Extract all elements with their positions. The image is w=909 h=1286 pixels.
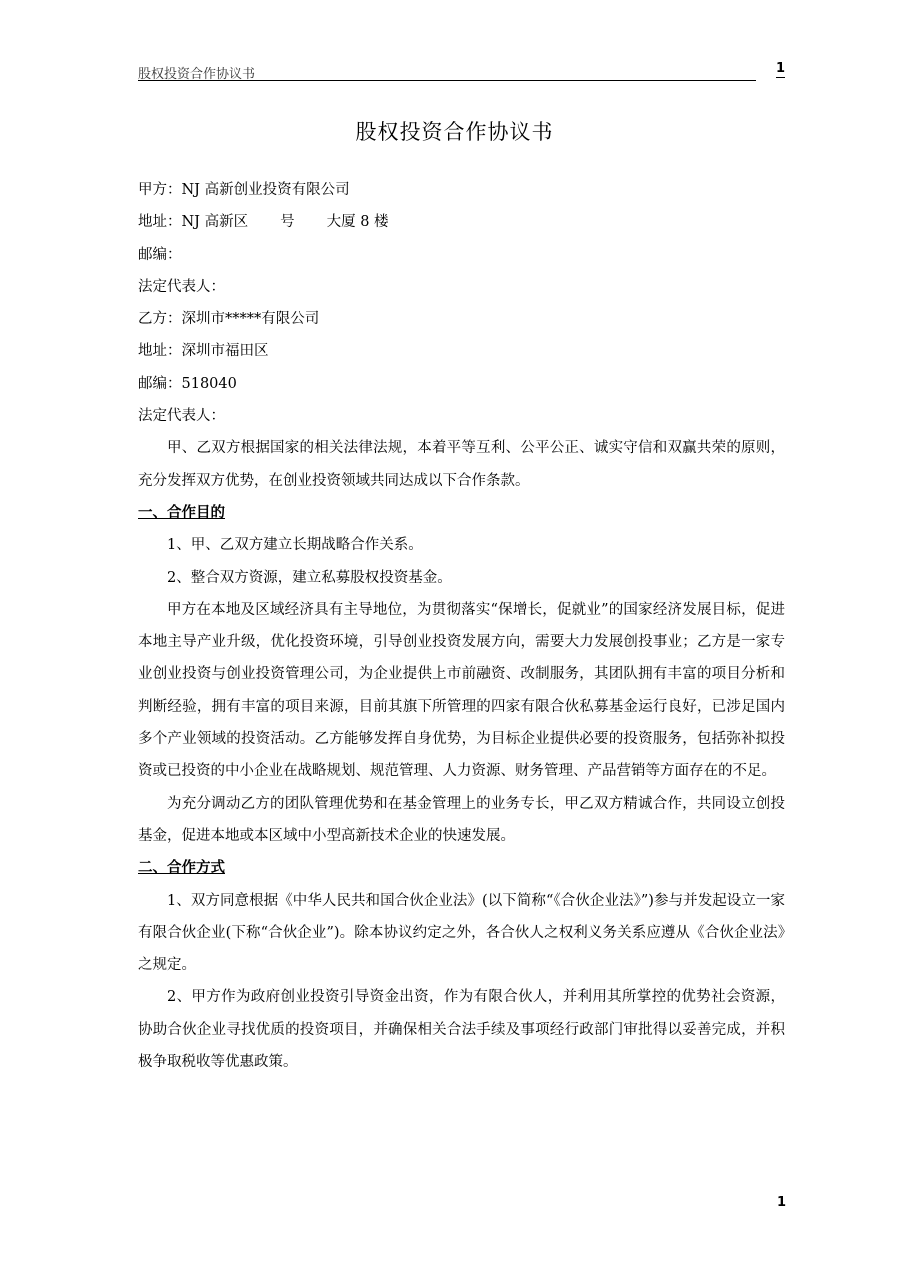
method-paragraph-1: 1、双方同意根据《中华人民共和国合伙企业法》(以下简称“《合伙企业法》”)参与并发起设立一家有限合伙企业(下称“合伙企业”)。除本协议约定之外，各合伙人之权利义务关系应遵从《合伙企业法》之规定。: [138, 892, 785, 974]
party-a-address-part3: 大厦 8 楼: [326, 214, 389, 231]
party-b-name: 乙方：深圳市*****有限公司: [138, 311, 320, 328]
purpose-paragraph-2: 为充分调动乙方的团队管理优势和在基金管理上的业务专长，甲乙双方精诚合作，共同设立创投基金，促进本地或本区域中小型高新技术企业的快速发展。: [138, 795, 785, 844]
header-page-number: 1: [776, 61, 786, 76]
party-b-postcode: 邮编：518040: [138, 375, 237, 392]
preamble-paragraph: 甲、乙双方根据国家的相关法律法规，本着平等互利、公平公正、诚实守信和双赢共荣的原则，充分发挥双方优势，在创业投资领域共同达成以下合作条款。: [138, 440, 785, 489]
header-rule: [138, 80, 756, 81]
section-heading-method: 二、合作方式: [138, 860, 225, 877]
party-a-name: 甲方：NJ 高新创业投资有限公司: [138, 182, 350, 198]
party-a-address: [138, 206, 785, 238]
party-b-address: 地址：深圳市福田区: [138, 343, 269, 360]
document-body: [138, 174, 785, 1078]
purpose-item-1: 1、甲、乙双方建立长期战略合作关系。: [167, 537, 423, 554]
purpose-item-2: 2、整合双方资源，建立私募股权投资基金。: [167, 569, 452, 586]
purpose-paragraph-1: 甲方在本地及区域经济具有主导地位，为贯彻落实“保增长，促就业”的国家经济发展目标，促进本地主导产业升级，优化投资环境，引导创业投资发展方向，需要大力发展创投事业；乙方是一家专业创业投资与创业投资管理公司，为企业提供上市前融资、改制服务，其团队拥有丰富的项目分析和判断经验，拥有丰富的项目来源，目前其旗下所管理的四家有限合伙私募基金运行良好，已涉足国内多个产业领域的投资活动。乙方能够发挥自身优势，为目标企业提供必要的投资服务，包括弥补拟投资或已投资的中小企业在战略规划、规范管理、人力资源、财务管理、产品营销等方面存在的不足。: [138, 601, 785, 780]
party-a-postcode: 邮编：: [138, 246, 182, 263]
party-a-representative: 法定代表人：: [138, 278, 225, 295]
document-title: 股权投资合作协议书: [355, 120, 554, 144]
party-a-address-part2: 号: [280, 214, 295, 231]
party-a-address-part1: 地址：NJ 高新区: [138, 214, 249, 231]
method-paragraph-2: 2、甲方作为政府创业投资引导资金出资，作为有限合伙人，并利用其所掌控的优势社会资源，协助合伙企业寻找优质的投资项目，并确保相关合法手续及事项经行政部门审批得以妥善完成，并积极争取税收等优惠政策。: [138, 989, 785, 1071]
party-b-representative: 法定代表人：: [138, 408, 225, 425]
footer-page-number: 1: [777, 1195, 787, 1210]
section-heading-purpose: 一、合作目的: [138, 504, 225, 521]
running-header: 股权投资合作协议书: [138, 67, 256, 82]
